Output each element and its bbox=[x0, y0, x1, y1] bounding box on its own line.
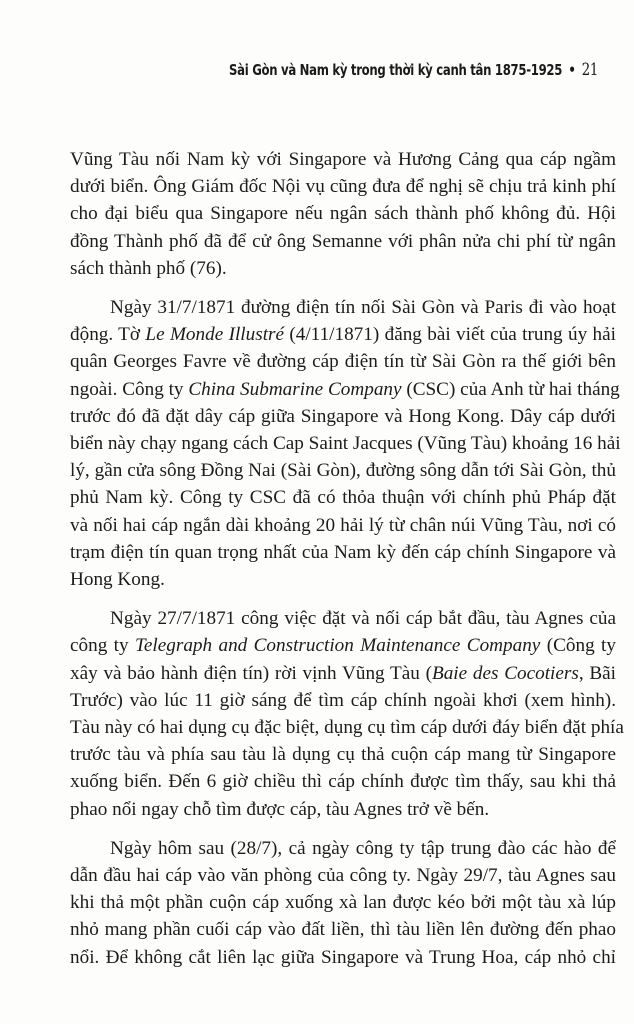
paragraph bbox=[70, 146, 616, 282]
body-text bbox=[70, 146, 624, 983]
text-line: xuống biển. Đến 6 giờ chiều thì cáp chính được tìm thấy, sau khi thả bbox=[70, 771, 616, 793]
text-line: và nối hai cáp ngắn dài khoảng 20 hải lý từ chân núi Vũng Tàu, nơi có bbox=[70, 514, 616, 536]
italic-title: China Submarine Company bbox=[188, 378, 402, 400]
italic-title: Le Monde Illustré bbox=[145, 324, 285, 346]
text-line: nổi. Để không cắt liên lạc giữa Singapore và Trung Hoa, cáp nhỏ chỉ bbox=[70, 946, 616, 968]
text-line: nhỏ mang phần cuối cáp vào đất liền, thì tàu liền lên đường đến phao bbox=[70, 919, 616, 941]
italic-title: Telegraph and Construction Maintenance Company bbox=[134, 635, 541, 657]
text-line: đồng Thành phố đã để cử ông Semanne với phân nửa chi phí từ ngân bbox=[70, 230, 616, 252]
text-line: công ty Telegraph and Construction Maintenance Company (Công ty bbox=[70, 635, 616, 657]
text-line: lý, gần cửa sông Đồng Nai (Sài Gòn), đường sông dẫn tới Sài Gòn, thủ bbox=[70, 460, 616, 482]
text-line: Ngày 31/7/1871 đường điện tín nối Sài Gòn và Paris đi vào hoạt bbox=[110, 297, 616, 319]
text-line: dẫn đầu hai cáp vào văn phòng của công ty. Ngày 29/7, tàu Agnes sau bbox=[70, 865, 616, 887]
raw-line bbox=[0, 0, 1, 1]
text-line: động. Tờ Le Monde Illustré (4/11/1871) đăng bài viết của trung úy hải bbox=[70, 324, 616, 346]
text-line: phao nổi ngay chỗ tìm được cáp, tàu Agnes trở về bến. bbox=[70, 798, 490, 820]
text-line: trước đó đã đặt dây cáp giữa Singapore và Hong Kong. Dây cáp dưới bbox=[70, 405, 616, 427]
text-line: Tàu này có hai dụng cụ đặc biệt, dụng cụ tìm cáp dưới đáy biển đặt phía bbox=[70, 717, 624, 739]
italic-title: Baie des Cocotiers bbox=[431, 662, 579, 684]
text-line: Ngày 27/7/1871 công việc đặt và nối cáp bắt đầu, tàu Agnes của bbox=[110, 608, 616, 630]
running-header bbox=[229, 60, 598, 80]
header-separator: • bbox=[568, 61, 576, 79]
paragraph bbox=[70, 835, 616, 971]
text-line: cho đại biểu qua Singapore nếu ngân sách thành phố không đủ. Hội bbox=[70, 203, 616, 225]
text-line: Trước) vào lúc 11 giờ sáng để tìm cáp chính ngoài khơi (xem hình). bbox=[70, 689, 616, 711]
text-line: Vũng Tàu nối Nam kỳ với Singapore và Hương Cảng qua cáp ngầm bbox=[70, 149, 616, 170]
text-line: Ngày hôm sau (28/7), cả ngày công ty tập trung đào các hào để bbox=[110, 837, 616, 859]
raw-line bbox=[0, 0, 1, 1]
page-number: 21 bbox=[581, 60, 598, 80]
text-line: biển này chạy ngang cách Cap Saint Jacques (Vũng Tàu) khoảng 16 hải bbox=[70, 433, 621, 455]
raw-line bbox=[0, 0, 1, 1]
text-line: trạm điện tín quan trọng nhất của Nam kỳ đến cáp chính Singapore và bbox=[70, 541, 616, 563]
text-line: Hong Kong. bbox=[70, 569, 165, 591]
paragraph bbox=[70, 294, 621, 593]
raw-line bbox=[0, 0, 1, 1]
text-line: phủ Nam kỳ. Công ty CSC đã có thỏa thuận với chính phủ Pháp đặt bbox=[70, 487, 616, 509]
text-line: dưới biển. Ông Giám đốc Nội vụ cũng đưa để nghị sẽ chịu trả kinh phí bbox=[70, 176, 616, 198]
text-line: khi thả một phần cuộn cáp xuống xà lan được kéo bởi một tàu xà lúp bbox=[70, 892, 616, 914]
text-line: xây và bảo hành điện tín) rời vịnh Vũng Tàu (Baie des Cocotiers, Bãi bbox=[70, 662, 616, 684]
paragraph bbox=[70, 605, 624, 823]
text-line: trước tàu và phía sau tàu là dụng cụ thả cuộn cáp mang từ Singapore bbox=[70, 744, 616, 766]
text-line: ngoài. Công ty China Submarine Company (CSC) của Anh từ hai tháng bbox=[70, 378, 620, 400]
text-line: sách thành phố (76). bbox=[70, 257, 227, 279]
text-line: quân Georges Favre về đường cáp điện tín từ Sài Gòn ra thế giới bên bbox=[70, 351, 616, 373]
book-title: Sài Gòn và Nam kỳ trong thời kỳ canh tân 1875-1925 bbox=[229, 61, 563, 79]
